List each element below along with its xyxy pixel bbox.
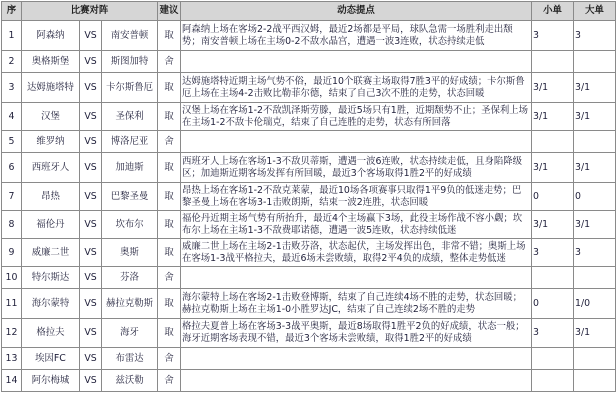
- vs-label: VS: [80, 153, 102, 183]
- small-bet: 3: [532, 239, 574, 267]
- advice: 舍: [158, 348, 181, 370]
- tip-note: 格拉夫夏普上场在客场3-3战平奥斯，最近8场取得1胜平2负的好成绩，状态一般；海牙近期客场表现不错，最近3个客场未尝败绩，取得1胜2平的好成绩: [181, 319, 532, 348]
- table-row: [2, 319, 616, 348]
- vs-label: VS: [80, 370, 102, 392]
- row-number: 3: [2, 73, 22, 103]
- tip-note: 达姆施塔特近期主场气势不俗，最近10个联赛主场取得7胜3平的好成绩；卡尔斯鲁厄上场在主场4-2击败比勒菲尔德，结束了自己3次不胜的走势，状态回暖: [181, 73, 532, 103]
- home-team: 汉堡: [22, 103, 80, 131]
- small-bet: 3: [532, 319, 574, 348]
- away-team: 卡尔斯鲁厄: [102, 73, 158, 103]
- header-row: [2, 2, 616, 21]
- home-team: 西班牙人: [22, 153, 80, 183]
- header-advice: 建议: [158, 2, 181, 21]
- small-bet: 3/1: [532, 73, 574, 103]
- advice: 取: [158, 239, 181, 267]
- row-number: 12: [2, 319, 22, 348]
- small-bet: 3: [532, 21, 574, 51]
- row-number: 2: [2, 51, 22, 73]
- advice: 舍: [158, 370, 181, 392]
- away-team: 海牙: [102, 319, 158, 348]
- away-team: 圣保利: [102, 103, 158, 131]
- advice: 取: [158, 211, 181, 239]
- home-team: 奥格斯堡: [22, 51, 80, 73]
- table-row: [2, 21, 616, 51]
- row-number: 8: [2, 211, 22, 239]
- vs-label: VS: [80, 319, 102, 348]
- home-team: 格拉夫: [22, 319, 80, 348]
- vs-label: VS: [80, 348, 102, 370]
- table-row: [2, 239, 616, 267]
- row-number: 1: [2, 21, 22, 51]
- table-row: [2, 289, 616, 319]
- away-team: 加迪斯: [102, 153, 158, 183]
- advice: 舍: [158, 267, 181, 289]
- away-team: 奥斯: [102, 239, 158, 267]
- home-team: 达姆施塔特: [22, 73, 80, 103]
- big-bet: 3/1: [574, 211, 616, 239]
- table-row: [2, 73, 616, 103]
- advice: 取: [158, 289, 181, 319]
- small-bet: 3/1: [532, 211, 574, 239]
- table-row: [2, 348, 616, 370]
- tip-note: [181, 131, 532, 153]
- header-match: 比赛对阵: [22, 2, 158, 21]
- advice: 取: [158, 153, 181, 183]
- big-bet: 3/1: [574, 103, 616, 131]
- tip-note: [181, 267, 532, 289]
- tip-note: 福伦丹近期主场气势有所抬升，最近4个主场赢下3场，此役主场作战不容小觑；坎布尔上场在主场1-3不敌费耶诺德，遭遇一波5连败，状态持续低迷: [181, 211, 532, 239]
- vs-label: VS: [80, 21, 102, 51]
- row-number: 6: [2, 153, 22, 183]
- home-team: 福伦丹: [22, 211, 80, 239]
- big-bet: [574, 267, 616, 289]
- big-bet: [574, 370, 616, 392]
- advice: 取: [158, 183, 181, 211]
- table-row: [2, 131, 616, 153]
- tip-note: [181, 348, 532, 370]
- row-number: 7: [2, 183, 22, 211]
- advice: 舍: [158, 131, 181, 153]
- away-team: 巴黎圣曼: [102, 183, 158, 211]
- home-team: 维罗纳: [22, 131, 80, 153]
- small-bet: 0: [532, 289, 574, 319]
- tip-note: 海尔蒙特上场在客场2-1击败登博斯，结束了自己连续4场不胜的走势，状态回暖；赫拉克勒斯上场在主场1-0小胜罗达JC，结束了自己连续2场不胜的走势: [181, 289, 532, 319]
- tip-note: 阿森纳上场在客场2-2战平西汉姆，最近2场都是平局，球队急需一场胜利走出颓势；南安普顿上场在主场0-2不敌水晶宫，遭遇一波3连败，状态持续走低: [181, 21, 532, 51]
- tip-note: 西班牙人上场在客场1-3不敌贝蒂斯，遭遇一波6连败，状态持续走低，且身陷降级区；加迪斯近期客场发挥有所回暖，最近3个客场取得1胜2平的好成绩: [181, 153, 532, 183]
- header-notes: 动态提点: [181, 2, 532, 21]
- home-team: 昂热: [22, 183, 80, 211]
- big-bet: 3: [574, 239, 616, 267]
- big-bet: [574, 51, 616, 73]
- big-bet: 0: [574, 183, 616, 211]
- away-team: 赫拉克勒斯: [102, 289, 158, 319]
- tip-note: 威廉二世上场在主场2-1击败芬洛，状态起伏，主场发挥出色，非常不错；奥斯上场在客场1-3战平格拉夫，最近6场未尝败绩，取得2平4负的成绩，整体走势低迷: [181, 239, 532, 267]
- big-bet: [574, 348, 616, 370]
- row-number: 5: [2, 131, 22, 153]
- header-big: 大单: [574, 2, 616, 21]
- advice: 取: [158, 103, 181, 131]
- small-bet: [532, 51, 574, 73]
- small-bet: 0: [532, 183, 574, 211]
- row-number: 9: [2, 239, 22, 267]
- advice: 取: [158, 319, 181, 348]
- big-bet: [574, 131, 616, 153]
- header-small: 小单: [532, 2, 574, 21]
- small-bet: [532, 348, 574, 370]
- row-number: 4: [2, 103, 22, 131]
- vs-label: VS: [80, 131, 102, 153]
- big-bet: 3/1: [574, 153, 616, 183]
- vs-label: VS: [80, 239, 102, 267]
- table-row: [2, 211, 616, 239]
- home-team: 阿尔梅城: [22, 370, 80, 392]
- home-team: 威廉二世: [22, 239, 80, 267]
- tip-note: 昂热上场在客场1-2不敌克莱蒙，最近10场各项赛事只取得1平9负的低迷走势；巴黎圣曼上场在客场3-1击败朗斯，结束一波2连胜，状态回暖: [181, 183, 532, 211]
- big-bet: 3/1: [574, 319, 616, 348]
- table-row: [2, 153, 616, 183]
- away-team: 南安普顿: [102, 21, 158, 51]
- match-tips-table: [1, 1, 616, 392]
- table-body: [2, 21, 616, 392]
- small-bet: [532, 267, 574, 289]
- home-team: 埃因FC: [22, 348, 80, 370]
- row-number: 11: [2, 289, 22, 319]
- vs-label: VS: [80, 267, 102, 289]
- big-bet: 3/1: [574, 73, 616, 103]
- tip-note: [181, 51, 532, 73]
- header-no: 序: [2, 2, 22, 21]
- advice: 取: [158, 73, 181, 103]
- vs-label: VS: [80, 183, 102, 211]
- away-team: 布雷达: [102, 348, 158, 370]
- big-bet: 1/0: [574, 289, 616, 319]
- table-row: [2, 183, 616, 211]
- tip-note: [181, 370, 532, 392]
- table-row: [2, 51, 616, 73]
- vs-label: VS: [80, 73, 102, 103]
- small-bet: 3/1: [532, 153, 574, 183]
- small-bet: [532, 131, 574, 153]
- away-team: 坎布尔: [102, 211, 158, 239]
- vs-label: VS: [80, 211, 102, 239]
- away-team: 芬洛: [102, 267, 158, 289]
- advice: 舍: [158, 51, 181, 73]
- small-bet: [532, 370, 574, 392]
- tip-note: 汉堡上场在客场1-2不敌凯泽斯劳滕，最近5场只有1胜，近期颓势不止；圣保利上场在主场1-2不敌卡伦瑞克，结束了自己连胜的走势，状态有所回落: [181, 103, 532, 131]
- away-team: 博洛尼亚: [102, 131, 158, 153]
- vs-label: VS: [80, 289, 102, 319]
- away-team: 兹沃勒: [102, 370, 158, 392]
- table-row: [2, 370, 616, 392]
- vs-label: VS: [80, 103, 102, 131]
- advice: 取: [158, 21, 181, 51]
- row-number: 13: [2, 348, 22, 370]
- vs-label: VS: [80, 51, 102, 73]
- small-bet: 3/1: [532, 103, 574, 131]
- table-row: [2, 103, 616, 131]
- table-row: [2, 267, 616, 289]
- home-team: 特尔斯达: [22, 267, 80, 289]
- row-number: 14: [2, 370, 22, 392]
- home-team: 海尔蒙特: [22, 289, 80, 319]
- away-team: 斯图加特: [102, 51, 158, 73]
- big-bet: 3: [574, 21, 616, 51]
- home-team: 阿森纳: [22, 21, 80, 51]
- row-number: 10: [2, 267, 22, 289]
